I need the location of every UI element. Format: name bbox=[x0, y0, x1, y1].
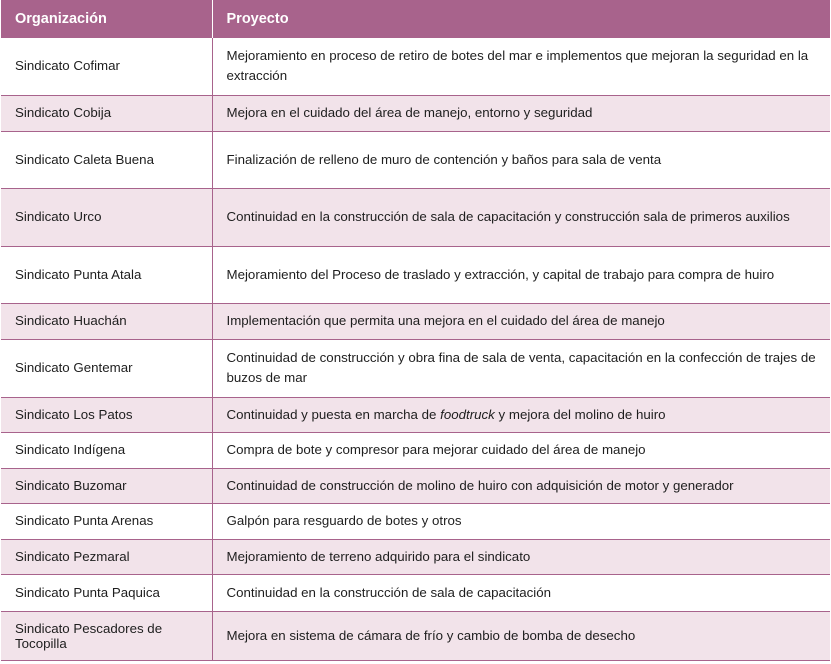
project-cell: Continuidad en la construcción de sala de capacitación y construcción sala de primeros auxilios bbox=[212, 188, 830, 246]
table-row bbox=[1, 246, 830, 303]
org-cell: Sindicato Indígena bbox=[1, 432, 212, 468]
table-row bbox=[1, 188, 830, 246]
project-cell bbox=[212, 397, 830, 432]
org-cell: Sindicato Punta Atala bbox=[1, 246, 212, 303]
org-cell: Sindicato Buzomar bbox=[1, 468, 212, 503]
table-row bbox=[1, 339, 830, 397]
table-row bbox=[1, 503, 830, 539]
org-cell: Sindicato Los Patos bbox=[1, 397, 212, 432]
header-row bbox=[1, 0, 830, 38]
table-row bbox=[1, 95, 830, 131]
project-cell: Continuidad de construcción y obra fina de sala de venta, capacitación en la confección de trajes de buzos de mar bbox=[212, 339, 830, 397]
table-row bbox=[1, 432, 830, 468]
project-text: y mejora del molino de huiro bbox=[494, 406, 666, 422]
org-line: Tocopilla bbox=[15, 635, 67, 651]
project-cell: Mejoramiento de terreno adquirido para el sindicato bbox=[212, 539, 830, 574]
project-cell: Compra de bote y compresor para mejorar cuidado del área de manejo bbox=[212, 432, 830, 468]
table-header bbox=[1, 0, 830, 38]
project-cell: Mejoramiento del Proceso de traslado y extracción, y capital de trabajo para compra de huiro bbox=[212, 246, 830, 303]
table-row bbox=[1, 397, 830, 432]
table-row bbox=[1, 303, 830, 339]
org-cell: Sindicato Punta Paquica bbox=[1, 574, 212, 611]
header-organizacion: Organización bbox=[1, 0, 212, 38]
org-cell: Sindicato Gentemar bbox=[1, 339, 212, 397]
project-cell: Mejora en el cuidado del área de manejo, entorno y seguridad bbox=[212, 95, 830, 131]
table-row bbox=[1, 468, 830, 503]
project-cell: Continuidad en la construcción de sala de capacitación bbox=[212, 574, 830, 611]
table-row bbox=[1, 131, 830, 188]
projects-table bbox=[1, 0, 830, 661]
project-cell: Finalización de relleno de muro de contención y baños para sala de venta bbox=[212, 131, 830, 188]
table-row bbox=[1, 574, 830, 611]
org-cell bbox=[1, 611, 212, 660]
org-line: Sindicato Pescadores de bbox=[15, 620, 163, 636]
project-emphasis: foodtruck bbox=[440, 406, 495, 422]
org-cell: Sindicato Caleta Buena bbox=[1, 131, 212, 188]
org-cell: Sindicato Pezmaral bbox=[1, 539, 212, 574]
project-text: Continuidad y puesta en marcha de bbox=[226, 406, 441, 422]
org-cell: Sindicato Punta Arenas bbox=[1, 503, 212, 539]
org-cell: Sindicato Huachán bbox=[1, 303, 212, 339]
org-cell: Sindicato Cofimar bbox=[1, 38, 212, 95]
header-proyecto: Proyecto bbox=[212, 0, 830, 38]
project-cell: Mejora en sistema de cámara de frío y cambio de bomba de desecho bbox=[212, 611, 830, 660]
table-row bbox=[1, 539, 830, 574]
project-cell: Continuidad de construcción de molino de huiro con adquisición de motor y generador bbox=[212, 468, 830, 503]
table-row bbox=[1, 611, 830, 660]
org-cell: Sindicato Urco bbox=[1, 188, 212, 246]
project-cell: Implementación que permita una mejora en el cuidado del área de manejo bbox=[212, 303, 830, 339]
table-row bbox=[1, 38, 830, 95]
project-cell: Galpón para resguardo de botes y otros bbox=[212, 503, 830, 539]
org-cell: Sindicato Cobija bbox=[1, 95, 212, 131]
table-body bbox=[1, 38, 830, 660]
project-cell: Mejoramiento en proceso de retiro de botes del mar e implementos que mejoran la seguridad en la extracción bbox=[212, 38, 830, 95]
